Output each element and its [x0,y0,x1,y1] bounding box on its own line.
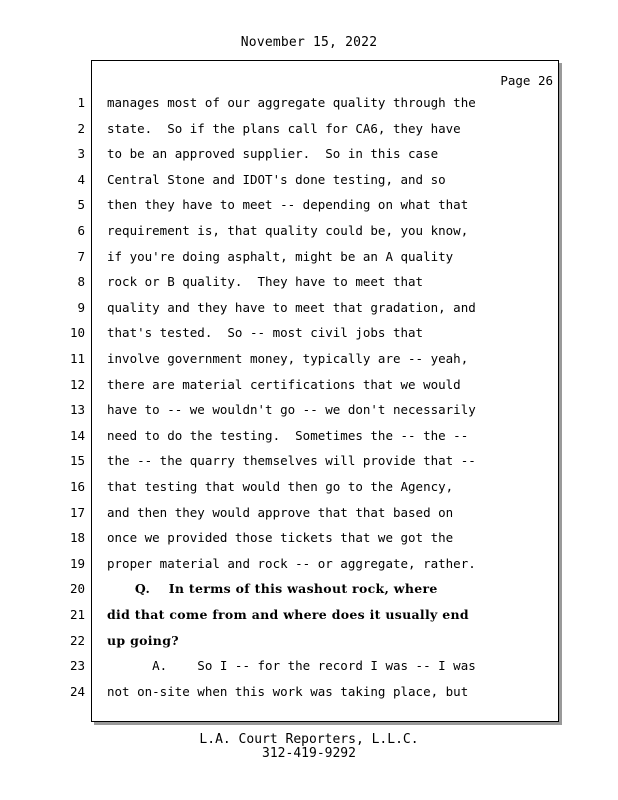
line-number: 23 [69,658,85,674]
footer-company: L.A. Court Reporters, L.L.C. [199,732,419,747]
line-number: 4 [77,171,85,187]
line-number: 8 [77,274,85,290]
line-number: 21 [69,607,85,622]
line-number: 10 [69,325,85,341]
line-number: 15 [69,453,85,469]
transcript-line: requirement is, that quality could be, you know, [107,223,469,238]
transcript-line: Q. In terms of this washout rock, where [107,581,438,597]
line-number: 22 [69,632,85,648]
transcript-line: the -- the quarry themselves will provide that -- [107,453,476,469]
transcript-line: that's tested. So -- most civil jobs that [107,325,424,341]
line-number: 2 [77,120,85,136]
transcript-line: proper material and rock -- or aggregate, rather. [107,555,476,571]
line-number: 7 [77,248,85,264]
header-date: November 15, 2022 [240,35,378,50]
transcript-line: state. So if the plans call for CA6, they have [107,120,461,136]
line-number: 5 [77,197,85,213]
transcript-line: quality and they have to meet that gradation, and [107,299,476,315]
transcript-line: that testing that would then go to the Agency, [107,479,454,494]
transcript-line: Central Stone and IDOT's done testing, and so [107,171,446,187]
transcript-line: not on-site when this work was taking place, but [107,683,469,699]
transcript-line: need to do the testing. Sometimes the -- the -- [107,427,469,443]
transcript-line: if you're doing asphalt, might be an A quality [107,248,454,264]
line-number: 16 [69,479,85,494]
transcript-line: A. So I -- for the record I was -- I was [107,658,476,674]
transcript-line: did that come from and where does it usually end [107,607,469,622]
line-number: 13 [69,402,85,418]
line-number: 14 [69,427,85,443]
line-number: 12 [69,376,85,392]
transcript-line: there are material certifications that we would [107,376,461,392]
transcript-line: have to -- we wouldn't go -- we don't necessarily [107,402,476,418]
line-number: 24 [69,683,85,699]
footer-phone: 312-419-9292 [262,746,356,761]
line-number: 20 [69,581,85,597]
transcript-line: and then they would approve that that based on [107,504,454,520]
line-number: 3 [77,146,85,162]
transcript-line: up going? [107,632,179,648]
transcript-line: to be an approved supplier. So in this case [107,146,439,162]
transcript-line: manages most of our aggregate quality through the [107,95,476,110]
line-number: 9 [77,299,85,315]
line-number: 1 [77,95,85,110]
line-number: 18 [69,530,85,546]
transcript-line: then they have to meet -- depending on what that [107,197,469,213]
transcript-line: rock or B quality. They have to meet that [107,274,424,290]
line-number: 6 [77,223,85,238]
page-number: Page 26 [500,73,553,88]
line-number: 17 [69,504,85,520]
transcript-line: once we provided those tickets that we got the [107,530,454,546]
line-number: 11 [69,351,85,366]
transcript-line: involve government money, typically are -- yeah, [107,351,469,366]
line-number: 19 [69,555,85,571]
